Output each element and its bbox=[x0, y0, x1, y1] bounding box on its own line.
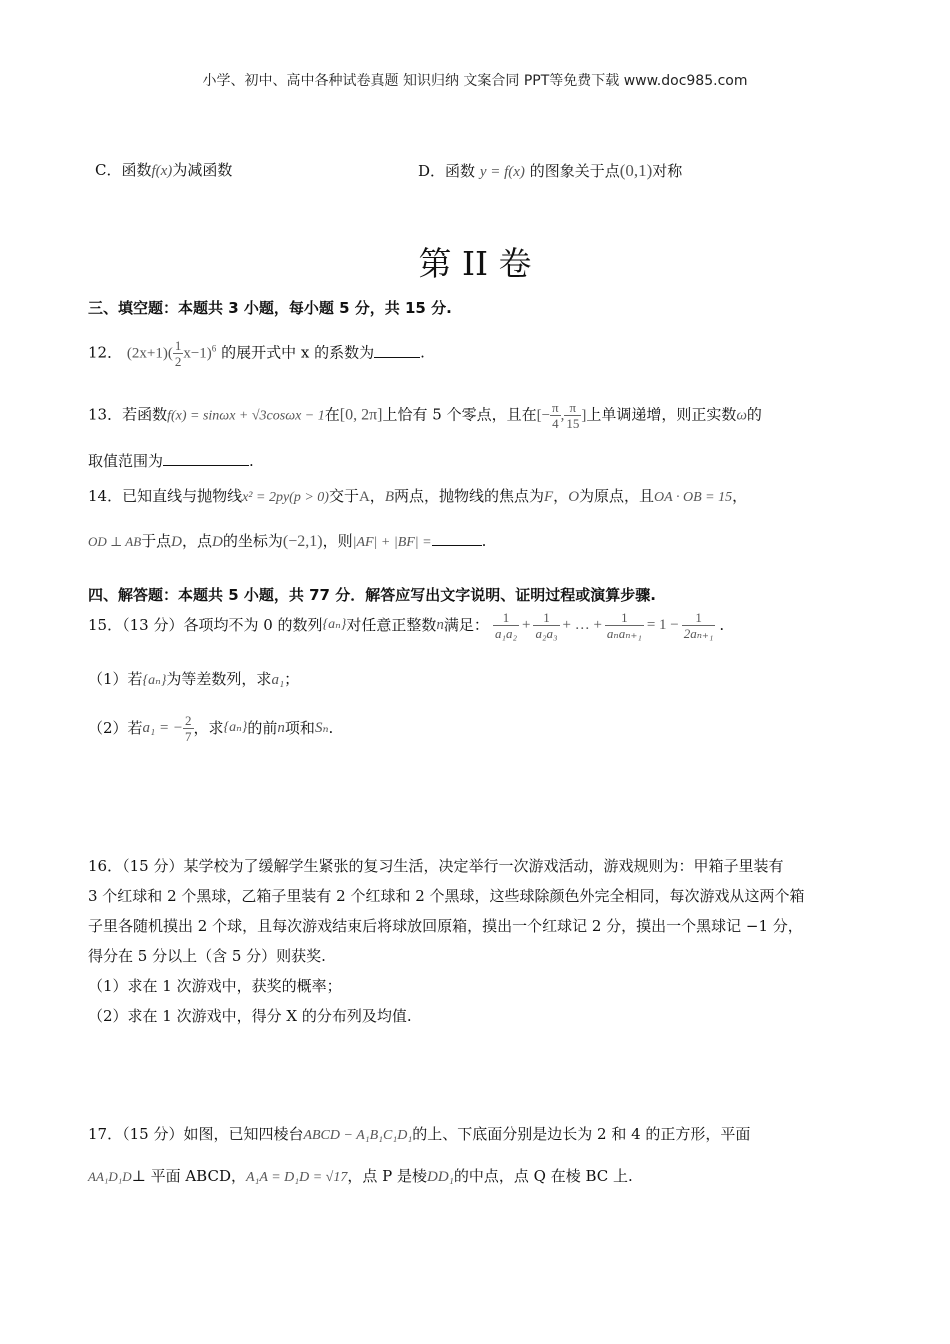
q11-option-d bbox=[418, 161, 682, 181]
q13-pi-a: π bbox=[552, 400, 559, 415]
q15-p2-d: 项和 bbox=[284, 719, 315, 737]
q15-seq: {aₙ} bbox=[322, 616, 347, 632]
q14-text-g: 的坐标为 bbox=[222, 532, 283, 550]
q11-d-point: (0,1) bbox=[619, 161, 653, 180]
q15-p2-a: （2）若 bbox=[88, 719, 143, 737]
q13-interval: [0, 2π] bbox=[339, 406, 383, 424]
q15-n: n bbox=[436, 617, 444, 633]
q14-text-c: 两点，抛物线的焦点为 bbox=[393, 487, 544, 505]
q16-part1: （1）求在 1 次游戏中，获奖的概率； bbox=[88, 977, 342, 995]
q15-p2-den: 7 bbox=[185, 728, 192, 744]
q13-text3: 上单调递增，则正实数 bbox=[586, 405, 737, 424]
q14-point-b: B bbox=[384, 489, 394, 505]
q14-answer-blank[interactable] bbox=[432, 530, 482, 546]
q11-d-func: y = f(x) bbox=[479, 164, 525, 180]
q17-text-b: 的上、下底面分别是边长为 2 和 4 的正方形，平面 bbox=[412, 1125, 751, 1143]
q17-plane: AA₁D₁D bbox=[88, 1169, 132, 1184]
q13-frac-pi15 bbox=[564, 400, 581, 431]
q15-dots: + … + bbox=[562, 617, 602, 633]
q15-p1-a1: a₁ bbox=[271, 672, 285, 688]
q14-comma2: ， bbox=[553, 487, 569, 505]
q15-fracn-num: 1 bbox=[621, 609, 628, 625]
q14-text-d: 为原点，且 bbox=[579, 487, 655, 505]
q14-line2 bbox=[88, 530, 486, 552]
q13-pi-b: π bbox=[569, 400, 577, 415]
q15-fracn bbox=[605, 610, 644, 641]
q14-line1 bbox=[88, 487, 747, 507]
q15-rhs-den: 2aₙ₊₁ bbox=[683, 625, 714, 641]
q13-interval2-close: ] bbox=[581, 407, 587, 424]
q14-origin: O bbox=[568, 489, 580, 505]
q12-answer-blank[interactable] bbox=[374, 342, 420, 358]
q13-interval2-open: [− bbox=[536, 407, 551, 424]
q15-p2-num: 2 bbox=[185, 712, 192, 728]
q14-coord: (−2,1) bbox=[282, 533, 323, 550]
part2-title: 第 II 卷 bbox=[418, 244, 532, 283]
q15-p2-b: ，求 bbox=[193, 719, 224, 737]
q17-text-c: ⊥ 平面 ABCD， bbox=[131, 1167, 246, 1185]
q15-fracn-den: aₙaₙ₊₁ bbox=[606, 625, 642, 641]
q12-fraction bbox=[173, 338, 184, 369]
q13-omega: ω bbox=[736, 407, 747, 424]
q15-mid: 对任意正整数 bbox=[346, 616, 437, 634]
q12-end: . bbox=[420, 343, 425, 362]
q15-p1-end: ； bbox=[284, 670, 300, 688]
q15-rhs-num: 1 bbox=[695, 609, 702, 625]
q13-text2: 上恰有 5 个零点，且在 bbox=[382, 405, 537, 424]
q13-end: . bbox=[249, 452, 254, 470]
q15-frac2 bbox=[533, 610, 559, 641]
q12-frac-den: 2 bbox=[174, 354, 182, 369]
page-header: 小学、初中、高中各种试卷真题 知识归纳 文案合同 PPT等免费下载 www.doc985.com bbox=[202, 73, 748, 89]
q11-d-end: 对称 bbox=[652, 162, 683, 180]
q14-text-b: 交于 bbox=[328, 487, 359, 505]
q15-intro: 15．（13 分）各项均不为 0 的数列 bbox=[88, 616, 323, 634]
q16-part2: （2）求在 1 次游戏中，得分 X 的分布列及均值. bbox=[88, 1007, 412, 1025]
q12 bbox=[88, 338, 425, 369]
q15-frac2-den: a₂a₃ bbox=[535, 625, 558, 641]
q11-c-rest: 为减函数 bbox=[172, 161, 233, 179]
q14-point-d2: D bbox=[212, 534, 223, 550]
q15-p2-n: n bbox=[277, 720, 285, 736]
q16-line4: 得分在 5 分以上（含 5 分）则获奖. bbox=[88, 947, 326, 965]
q14-text-h: ，则 bbox=[322, 532, 353, 550]
q13-frac-pi4 bbox=[550, 400, 561, 431]
q11-option-c bbox=[95, 161, 232, 180]
q14-point-d1: D bbox=[171, 534, 183, 550]
q15-sat: 满足： bbox=[443, 616, 489, 634]
q17-text-a: 17．（15 分）如图，已知四棱台 bbox=[88, 1125, 304, 1143]
q12-expr-b: x−1) bbox=[183, 345, 212, 362]
q14-sum: |AF| + |BF| = bbox=[352, 535, 432, 550]
q13-func: f(x) = sinωx + √3cosωx − 1 bbox=[167, 408, 325, 424]
q15-frac1 bbox=[493, 610, 519, 641]
q14-end: . bbox=[481, 532, 487, 550]
q15-end: . bbox=[719, 616, 725, 634]
q15-part2 bbox=[88, 708, 333, 748]
q14-text-e: 于点 bbox=[141, 532, 172, 550]
q15-eq: = 1 − bbox=[646, 617, 679, 633]
q13-den15: 15 bbox=[566, 416, 580, 431]
q14-dot-product: OA · OB = 15 bbox=[654, 490, 733, 505]
q15-p1-a: （1）若 bbox=[88, 670, 143, 688]
section3-heading: 三、填空题：本题共 3 小题，每小题 5 分，共 15 分. bbox=[88, 299, 452, 317]
q15-frac1-num: 1 bbox=[502, 609, 510, 625]
q15-p2-S: Sₙ bbox=[314, 720, 329, 736]
q12-number: 12． bbox=[88, 343, 123, 362]
q17-text-d: ，点 P 是棱 bbox=[347, 1167, 428, 1185]
q15-frac1-den: a₁a₂ bbox=[494, 625, 517, 641]
q14-parabola: x² = 2py(p > 0) bbox=[242, 490, 329, 505]
q16 bbox=[88, 851, 805, 1031]
q15-frac-rhs bbox=[682, 610, 716, 641]
q15-frac2-num: 1 bbox=[543, 609, 550, 625]
q17-line2 bbox=[88, 1167, 633, 1187]
q14-text-a: 14．已知直线与抛物线 bbox=[88, 487, 243, 505]
q12-expr-a: (2x+1)( bbox=[126, 345, 173, 362]
q16-line1: 16．（15 分）某学校为了缓解学生紧张的复习生活，决定举行一次游戏活动，游戏规则为：甲箱子里装有 bbox=[88, 857, 784, 875]
q15-p1-seq: {aₙ} bbox=[142, 673, 167, 688]
q17-eqlen: A₁A = D₁D = √17 bbox=[245, 1170, 348, 1185]
section4-heading: 四、解答题：本题共 5 小题，共 77 分．解答应写出文字说明、证明过程或演算步骤. bbox=[88, 586, 656, 604]
q17-edge: DD₁ bbox=[427, 1169, 454, 1185]
q13-answer-blank[interactable] bbox=[163, 450, 249, 466]
q11-d-label: D．函数 bbox=[418, 162, 476, 180]
q12-text: 的展开式中 x 的系数为 bbox=[221, 343, 375, 362]
q15-p2-end: . bbox=[328, 719, 334, 737]
q15-p1-b: 为等差数列，求 bbox=[166, 670, 272, 688]
q14-perp: OD ⊥ AB bbox=[88, 534, 142, 549]
q11-c-label: C．函数 bbox=[95, 161, 152, 179]
q13-line2-text: 取值范围为 bbox=[88, 452, 164, 470]
q16-line2: 3 个红球和 2 个黑球，乙箱子里装有 2 个红球和 2 个黑球，这些球除颜色外完全相同，每次游戏从这两个箱 bbox=[88, 887, 805, 905]
q11-c-func: f(x) bbox=[151, 163, 173, 179]
q15-part1 bbox=[88, 670, 299, 690]
q12-frac-num: 1 bbox=[174, 338, 182, 353]
q11-d-rest: 的图象关于点 bbox=[529, 162, 620, 180]
q13-text4: 的 bbox=[746, 405, 762, 424]
q16-line3: 子里各随机摸出 2 个球，且每次游戏结束后将球放回原箱，摸出一个红球记 2 分，摸出一个黑球记 −1 分， bbox=[88, 917, 803, 935]
q14-point-a: A bbox=[358, 489, 370, 505]
q15-p2-seq: {aₙ} bbox=[223, 719, 248, 735]
q13-text1: 在 bbox=[324, 405, 340, 424]
q15-p2-val: a₁ = − bbox=[142, 720, 184, 736]
q13-number: 13．若函数 bbox=[88, 405, 168, 424]
q14-comma3: ， bbox=[732, 487, 748, 505]
q15-p2-c: 的前 bbox=[247, 719, 278, 737]
q15-stem: 15．（13 分）各项均不为 0 的数列 {aₙ} 对任意正整数 n 满足： $\frac{1}{\text{a₁a₂}}$ + $\frac{1}{\text{a₂a₃}}$ + … + $\frac{1}{\text{aₙaₙ₊₁}}$ = 1 − $\frac{1}{\text{2aₙ₊₁}}$ . bbox=[88, 609, 725, 641]
q13-den4: 4 bbox=[552, 416, 559, 431]
q17-text-e: 的中点，点 Q 在棱 BC 上. bbox=[453, 1167, 633, 1185]
q14-focus: F bbox=[544, 489, 554, 505]
q14-text-f: ，点 bbox=[182, 532, 213, 550]
q14-comma1: ， bbox=[369, 487, 385, 505]
q17-frustum: ABCD − A₁B₁C₁D₁ bbox=[303, 1128, 413, 1143]
q12-exponent: 6 bbox=[211, 343, 217, 354]
q17-line1 bbox=[88, 1125, 750, 1145]
q15-p2-frac bbox=[183, 713, 194, 744]
q13-line1: 13．若函数f(x) = sinωx + √3cosωx − 1在[0, 2π]上恰有 5 个零点，且在[− $\frac{\pi}{4}$ , $\frac{\pi}{15}$ ]上单调递增，则正实数ω的 bbox=[88, 400, 762, 431]
q13-line2 bbox=[88, 450, 254, 470]
